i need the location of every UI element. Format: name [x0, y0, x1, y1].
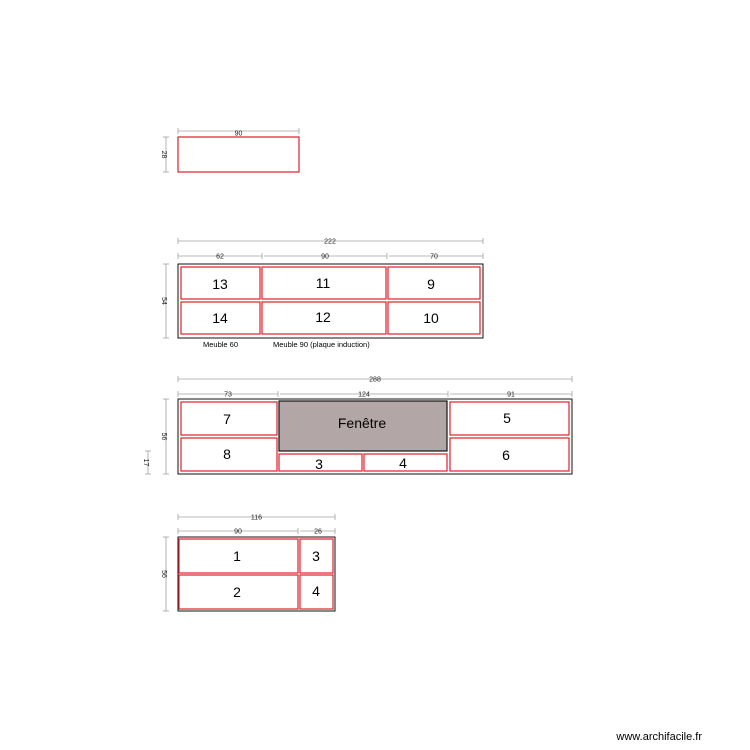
- dim-label-d4-a: 90: [234, 528, 242, 536]
- window-label: Fenêtre: [337, 415, 387, 431]
- cell-label-14: 14: [212, 310, 228, 326]
- cell-label-7: 7: [223, 411, 231, 427]
- dim-label-d3-b: 124: [358, 391, 370, 399]
- watermark-text: www.archifacile.fr: [616, 731, 702, 743]
- diagram-1: [160, 128, 299, 172]
- cell-label-5: 5: [503, 410, 511, 426]
- dim-label-d3-lower: 17: [142, 458, 149, 467]
- dim-label-d3-height: 56: [160, 432, 167, 441]
- cell-label-6: 6: [502, 447, 510, 463]
- cell-label-4-lower: 4: [399, 455, 407, 471]
- dim-label-d1-height: 28: [160, 150, 167, 159]
- dim-label-d3-total: 288: [369, 376, 381, 384]
- dim-label-d2-height: 54: [160, 297, 167, 305]
- cell-label-12: 12: [315, 309, 331, 325]
- diagram-4: [160, 514, 335, 611]
- diagram-3: [142, 376, 572, 474]
- dim-label-d2-a: 62: [216, 253, 224, 261]
- cell-label-11: 11: [315, 275, 331, 291]
- dim-label-d2-b: 90: [321, 253, 329, 261]
- diagram-2: [160, 238, 483, 349]
- dim-label-d4-total: 116: [250, 514, 263, 522]
- note-meuble-90: Meuble 90 (plaque induction): [273, 340, 370, 349]
- dim-label-d3-a: 73: [224, 391, 232, 399]
- cell-label-2: 2: [233, 584, 241, 600]
- dim-label-d2-c: 70: [430, 253, 438, 261]
- dim-label-d4-b: 26: [314, 528, 322, 536]
- cell-label-13: 13: [212, 276, 228, 292]
- cell-label-4: 4: [312, 583, 320, 599]
- cell-label-3: 3: [312, 548, 320, 564]
- cell-label-3-lower: 3: [315, 456, 323, 472]
- shelf-rect: [178, 137, 299, 172]
- cell-label-8: 8: [223, 446, 231, 462]
- cell-label-10: 10: [423, 310, 439, 326]
- dim-label-d2-total: 222: [324, 238, 336, 246]
- note-meuble-60: Meuble 60: [203, 340, 239, 349]
- cell-label-1: 1: [233, 548, 241, 564]
- dim-label-d1-width: 90: [234, 130, 243, 138]
- dim-label-d3-c: 91: [507, 391, 515, 399]
- cell-label-9: 9: [427, 276, 435, 292]
- dim-label-d4-height: 56: [160, 570, 167, 578]
